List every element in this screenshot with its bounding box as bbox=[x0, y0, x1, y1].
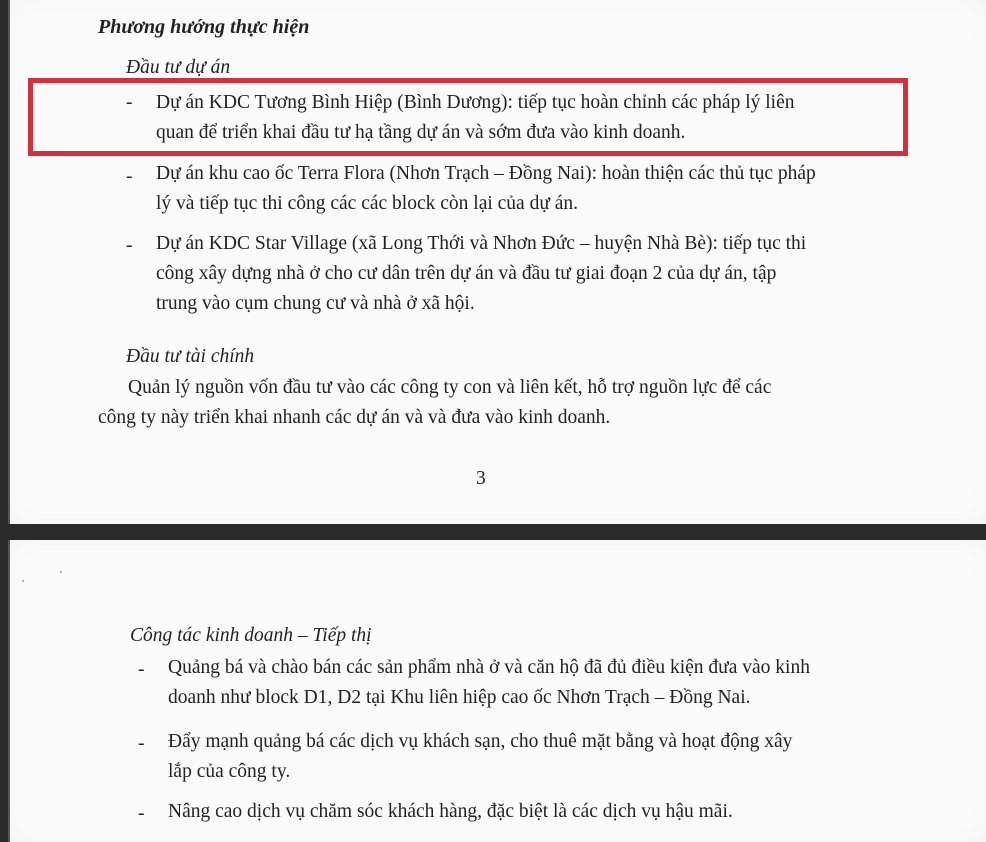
bullet-line: Dự án khu cao ốc Terra Flora (Nhơn Trạch – Đồng Nai): hoàn thiện các thủ tục pháp bbox=[156, 163, 816, 184]
bullet-line: Dự án KDC Tương Bình Hiệp (Bình Dương): tiếp tục hoàn chỉnh các pháp lý liên bbox=[156, 92, 795, 113]
bullet-line: Nâng cao dịch vụ chăm sóc khách hàng, đặc biệt là các dịch vụ hậu mãi. bbox=[168, 801, 733, 822]
scan-speck bbox=[22, 580, 24, 582]
bullet-line: Đẩy mạnh quảng bá các dịch vụ khách sạn, cho thuê mặt bằng và hoạt động xây bbox=[168, 731, 793, 752]
highlight-box bbox=[28, 78, 908, 156]
paragraph-line: Quản lý nguồn vốn đầu tư vào các công ty con và liên kết, hỗ trợ nguồn lực để các bbox=[128, 377, 772, 398]
page-heading: Phương hướng thực hiện bbox=[98, 16, 310, 38]
bullet-line: Dự án KDC Star Village (xã Long Thới và Nhơn Đức – huyện Nhà Bè): tiếp tục thi bbox=[156, 233, 807, 254]
bullet-line: công xây dựng nhà ở cho cư dân trên dự án và đầu tư giai đoạn 2 của dự án, tập bbox=[156, 263, 777, 284]
scan-speck bbox=[60, 571, 62, 573]
document-page-top bbox=[8, 0, 986, 524]
bullet-line: trung vào cụm chung cư và nhà ở xã hội. bbox=[156, 293, 475, 314]
page-number: 3 bbox=[476, 468, 486, 489]
bullet-dash: - bbox=[126, 166, 133, 187]
bullet-line: Quảng bá và chào bán các sản phẩm nhà ở và căn hộ đã đủ điều kiện đưa vào kinh bbox=[168, 657, 810, 678]
section-title-project-investment: Đầu tư dự án bbox=[126, 57, 231, 78]
bullet-line: lắp của công ty. bbox=[168, 761, 291, 782]
bullet-dash: - bbox=[126, 235, 133, 256]
bullet-dash: - bbox=[138, 659, 145, 680]
bullet-dash: - bbox=[138, 733, 145, 754]
bullet-line: quan để triển khai đầu tư hạ tầng dự án và sớm đưa vào kinh doanh. bbox=[156, 122, 686, 143]
paragraph-line: công ty này triển khai nhanh các dự án và và đưa vào kinh doanh. bbox=[98, 407, 611, 428]
section-title-sales-marketing: Công tác kinh doanh – Tiếp thị bbox=[130, 625, 372, 646]
bullet-dash: - bbox=[126, 92, 133, 113]
bullet-dash: - bbox=[138, 803, 145, 824]
section-title-financial-investment: Đầu tư tài chính bbox=[126, 346, 255, 367]
bullet-line: doanh như block D1, D2 tại Khu liên hiệp cao ốc Nhơn Trạch – Đồng Nai. bbox=[168, 687, 751, 708]
document-page-bottom bbox=[8, 540, 986, 842]
bullet-line: lý và tiếp tục thi công các các block còn lại của dự án. bbox=[156, 193, 579, 214]
